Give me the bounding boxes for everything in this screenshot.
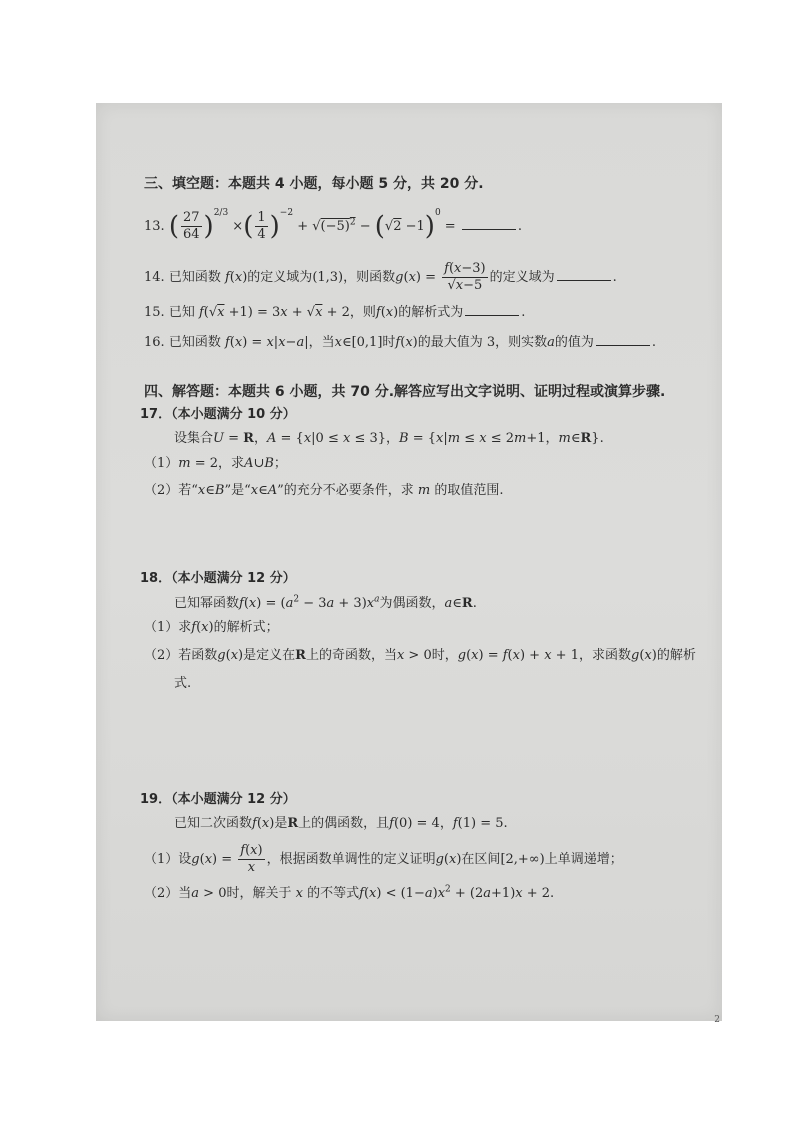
section-3-heading: 三、填空题：本题共 4 小题，每小题 5 分，共 20 分. (144, 176, 484, 192)
question-18-intro: 已知幂函数$f(x) = (a^2 - 3a + 3)x^a$为偶函数，a∈R. (174, 594, 477, 611)
question-19-part-2: （2）当a > 0时，解关于 x 的不等式$f(x) < (1-a)x^2 + (2a+1)x + 2$. (144, 884, 555, 901)
question-15: 15. 已知 f(√x +1) = 3x + √x + 2，则f(x)的解析式为 . (144, 305, 526, 320)
question-18-head: 18．（本小题满分 12 分） (140, 571, 296, 586)
question-16: 16. 已知函数 f(x) = x|x−a|，当x∈[0,1]时f(x)的最大值为 3，则实数a的值为 . (144, 335, 657, 350)
exam-paper-sheet (96, 103, 722, 1025)
question-13: 13. ( $\frac{27}{64}$ )$^{2/3}$ ×( $\frac{1}{4}$ )$^{-2} + √(-5)^2 - (√2 -1)^0$ = . (144, 207, 522, 242)
question-18-part-2: （2）若函数g(x)是定义在R上的奇函数，当x > 0时，g(x) = f(x) + x + 1，求函数g(x)的解析 (144, 648, 696, 663)
question-17-part-1: （1）m = 2，求A∪B； (144, 456, 287, 471)
question-17-part-2: （2）若“x∈B”是“x∈A”的充分不必要条件，求 m 的取值范围. (144, 483, 504, 498)
question-19-head: 19．（本小题满分 12 分） (140, 792, 296, 807)
question-19-intro: 已知二次函数f(x)是R上的偶函数，且f(0) = 4，f(1) = 5. (174, 816, 508, 831)
page-number: 2 (714, 1015, 720, 1025)
question-14: 14. 已知函数 f(x)的定义域为(1,3)，则函数g(x) = $\frac{f(x-3)}{√x-5}$ 的定义域为 . (144, 261, 617, 293)
question-19-part-1: （1）设g(x) = $\frac{f(x)}{x}$ ，根据函数单调性的定义证明g(x)在区间[2,+∞)上单调递增； (144, 843, 623, 875)
question-17-intro: 设集合U = R，A = {x|0 ≤ x ≤ 3}，B = {x|m ≤ x ≤ 2m+1，m∈R}. (174, 431, 604, 446)
section-4-heading: 四、解答题：本题共 6 小题，共 70 分.解答应写出文字说明、证明过程或演算步骤. (144, 384, 666, 400)
question-18-part-1: （1）求f(x)的解析式； (144, 620, 279, 635)
question-18-part-2-cont: 式. (174, 676, 192, 691)
question-17-head: 17．（本小题满分 10 分） (140, 407, 296, 422)
